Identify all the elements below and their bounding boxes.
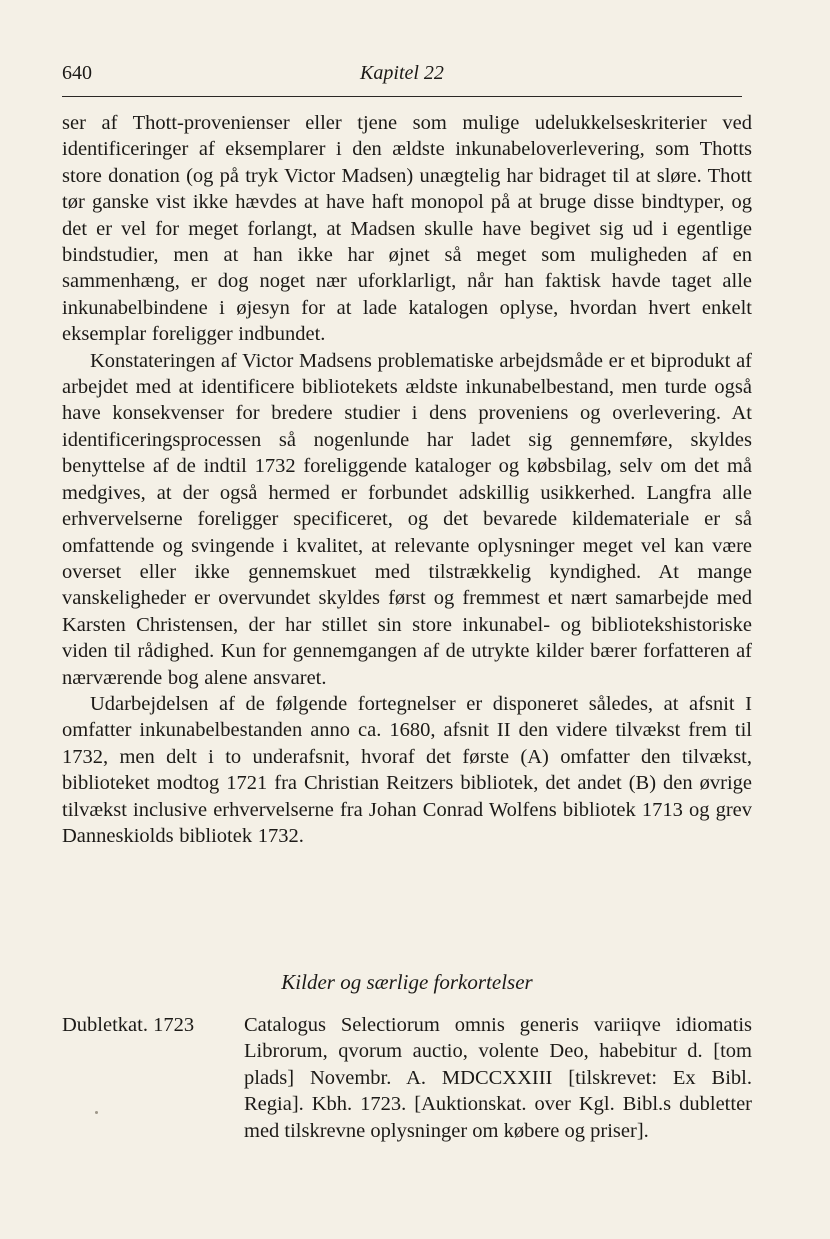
source-entry [62,1012,752,1177]
paragraph-1: ser af Thott-provenienser eller tjene som mulige udelukkelseskriterier ved identificeringer af eksemplarer i den ældste inkunabeloverlevering, som Thotts store donation (og på tryk Victor Madsen) unægtelig har bidraget til at sløre. Thott tør ganske vist ikke hævdes at have haft monopol på at bruge disse bindtyper, og det er vel for meget forlangt, at Madsen skulle have begivet sig ud i egentlige bindstudier, men at han ikke har øjnet så meget som muligheden af en sammenhæng, er dog noget nær uforklarligt, når han faktisk havde taget alle inkunabelbindene i øjesyn for at lade katalogen oplyse, hvordan hvert enkelt eksemplar foreligger indbundet. [62,112,752,346]
section-heading: Kilder og særlige forkortelser [281,970,533,994]
source-description: Catalogus Selectiorum omnis generis variiqve idiomatis Librorum, qvorum auctio, volente Deo, habebitur d. [tom plads] Novembr. A. MDCCXXIII [tilskrevet: Ex Bibl. Regia]. Kbh. 1723. [Auktionskat. over Kgl. Bibl.s dubletter med tilskrevne oplysninger om købere og priser]. [244,1014,752,1142]
paragraph-3: Udarbejdelsen af de følgende fortegnelser er disponeret således, at afsnit I omfatter inkunabelbestanden anno ca. 1680, afsnit II den videre tilvækst frem til 1732, men delt i to underafsnit, hvoraf det første (A) omfatter den tilvækst, biblioteket modtog 1721 fra Christian Reitzers bibliotek, det andet (B) den øvrige tilvækst inclusive erhvervelserne fra Johan Conrad Wolfens bibliotek 1713 og grev Danneskiolds bibliotek 1732. [62,692,752,847]
body-text [62,110,752,849]
paragraph-2: Konstateringen af Victor Madsens problematiske arbejdsmåde er et biprodukt af arbejdet med at identificere bibliotekets ældste inkunabelbestand, men turde også have konsekvenser for bredere studier i dens proveniens og overlevering. At identificeringsprocessen så nogenlunde har ladet sig gennemføre, skyldes benyttelse af de indtil 1732 foreliggende kataloger og købsbilag, selv om det må medgives, at der også hermed er forbundet adskillig usikkerhed. Langfra alle erhvervelserne foreligger specificeret, og det bevarede kildemateriale er så omfattende og svingende i kvalitet, at relevante oplysninger meget vel kan være overset eller ikke gennemskuet med tilstrækkelig kyndighed. At mange vanskeligheder er overvundet skyldes først og fremmest et nært samarbejde med Karsten Christensen, der har stillet sin store inkunabel- og bibliotekshistoriske viden til rådighed. Kun for gennemgangen af de utrykte kilder bærer forfatteren af nærværende bog alene ansvaret. [62,349,752,689]
page-number: 640 [62,62,92,84]
running-header [62,60,742,97]
source-abbreviation: Dubletkat. 1723 [62,1014,195,1036]
running-title: Kapitel 22 [360,62,444,84]
margin-mark [95,1111,98,1114]
